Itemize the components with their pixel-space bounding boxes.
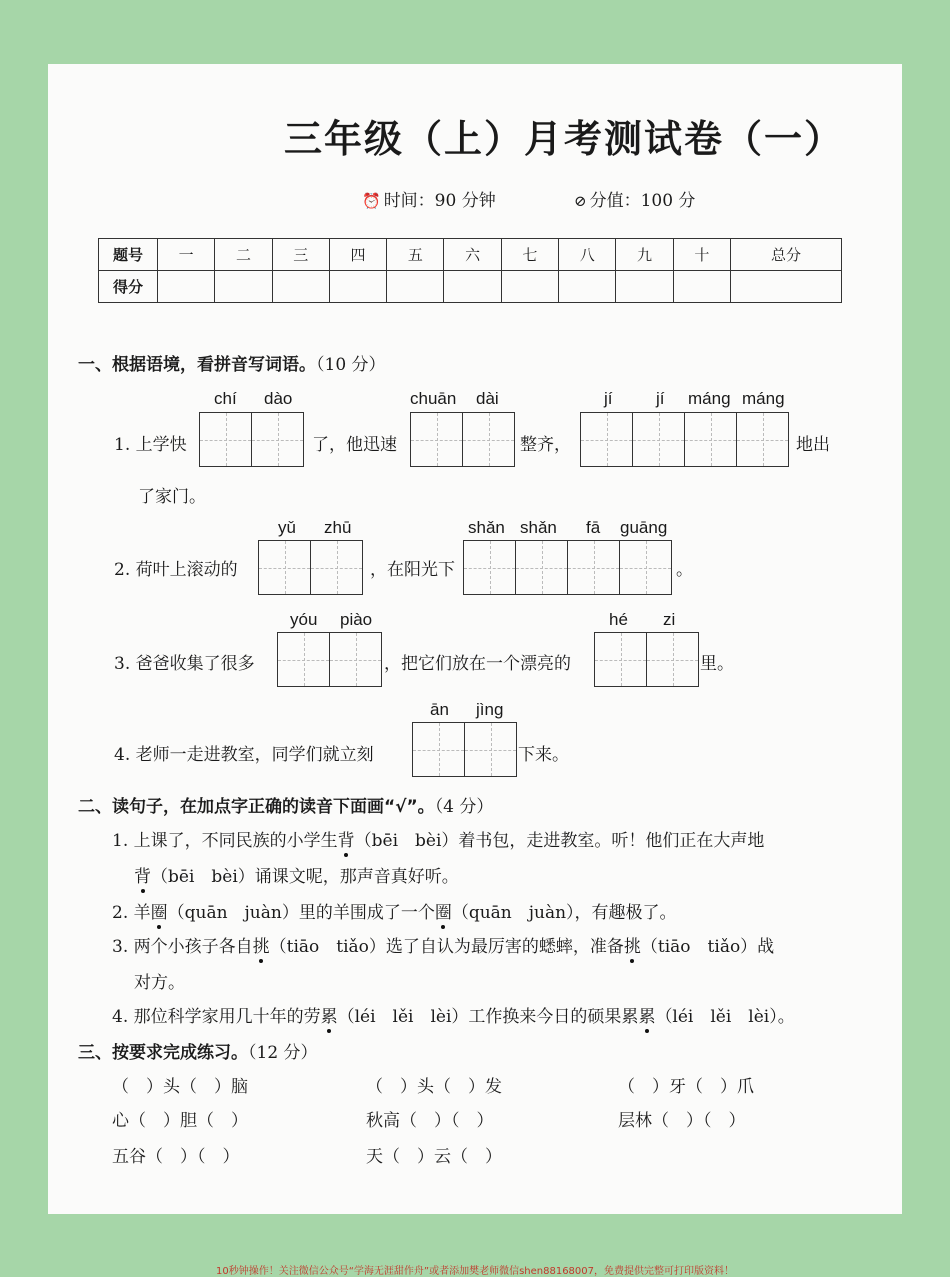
answer-grid[interactable] [199,412,304,467]
section1-heading: 一、根据语境，看拼音写词语。（10 分） [78,355,386,375]
pinyin: jìng [476,700,504,719]
pinyin: jí [656,389,665,408]
idiom-item: 层林（ ）（ ） [618,1111,746,1131]
answer-grid[interactable] [277,632,382,687]
score-cell[interactable] [673,271,730,303]
col-5: 五 [387,239,444,271]
pinyin: ān [430,700,449,719]
score-cell[interactable] [616,271,673,303]
col-9: 九 [616,239,673,271]
pinyin: dào [264,389,293,408]
check-circle-icon: ⊘ [574,192,587,210]
pinyin: máng [688,389,731,408]
score-table-header-row [99,239,842,271]
clock-icon: ⏰ [362,192,381,210]
col-4: 四 [329,239,386,271]
score-info: ⊘ 分值：100 分 [574,191,696,211]
pinyin: dài [476,389,499,408]
score-cell[interactable] [329,271,386,303]
question-1-4-text: 4. 老师一走进教室，同学们就立刻 [114,745,374,765]
score-cell[interactable] [215,271,272,303]
section3-heading: 三、按要求完成练习。（12 分） [78,1043,318,1063]
question-1-2-text: 2. 荷叶上滚动的 [114,560,238,580]
answer-grid[interactable] [258,540,363,595]
answer-grid[interactable] [580,412,789,467]
score-cell[interactable] [730,271,841,303]
page-title: 三年级（上）月考测试卷（一） [284,116,845,161]
pinyin: zhū [324,518,352,537]
col-7: 七 [501,239,558,271]
pinyin: jí [604,389,613,408]
score-cell[interactable] [444,271,501,303]
score-cell[interactable] [387,271,444,303]
pinyin: chuān [410,389,457,408]
idiom-item: 天（ ）云（ ） [366,1147,502,1167]
answer-grid[interactable] [410,412,515,467]
col-10: 十 [673,239,730,271]
idiom-item: 心（ ）胆（ ） [112,1111,248,1131]
question-number-label: 题号 [99,239,158,271]
col-6: 六 [444,239,501,271]
pinyin: zi [663,610,676,629]
question-2-1-line1: 1. 上课了，不同民族的小学生背（bēi bèi）着书包，走进教室。听！他们正在大声地 [112,826,764,851]
footer-banner: 10秒钟操作！关注微信公众号“学海无涯甜作舟”或者添加樊老师微信shen88168007，免费提供完整可打印版资料！ [215,1266,735,1277]
question-1-3-text: 3. 爸爸收集了很多 [114,654,255,674]
score-cell[interactable] [272,271,329,303]
col-3: 三 [272,239,329,271]
pinyin: chí [214,389,237,408]
idiom-item: （ ）头（ ）发 [366,1077,502,1097]
score-label: 得分 [99,271,158,303]
idiom-item: 五谷（ ）（ ） [112,1147,240,1167]
pinyin: yǔ [278,518,296,537]
score-table-score-row [99,271,842,303]
question-1-1-text: 1. 上学快 [114,435,187,455]
pinyin: fā [586,518,601,537]
answer-grid[interactable] [412,722,517,777]
question-2-1-line2: 背（bēi bèi）诵课文呢，那声音真好听。 [134,862,459,887]
pinyin: shǎn [520,518,557,537]
time-info: ⏰ 时间：90 分钟 [362,191,496,211]
pinyin: máng [742,389,785,408]
idiom-item: （ ）牙（ ）爪 [618,1077,754,1097]
col-total: 总分 [730,239,841,271]
col-8: 八 [559,239,616,271]
question-2-3-line1: 3. 两个小孩子各自挑（tiāo tiǎo）选了自认为最厉害的蟋蟀，准备挑（tiāo tiǎo）战 [112,932,774,957]
pinyin: piào [340,610,373,629]
question-2-4: 4. 那位科学家用几十年的劳累（léi lěi lèi）工作换来今日的硕果累累（léi lěi lèi）。 [112,1002,795,1027]
answer-grid[interactable] [594,632,699,687]
exam-paper: 三年级（上）月考测试卷（一） ⏰ 时间：90 分钟 ⊘ 分值：100 分 题号 一 二 三 四 五 六 七 八 九 十 总分 得分 一、根据语境，看拼音写词语。（10 分） chí dào chuān dài jí jí máng máng 1. 上学快 了，他迅速 整齐， 地出 了家门。 yǔ zhū shǎn shǎn fā guāng 2. 荷叶上滚动的 ，在阳光下 。 yóu piào hé zi 3. 爸爸收集了很多 ，把它们放在一个漂亮的 里。 ān jìng 4. 老师一走进教室，同学们就立刻 下来。 二、读句子，在加点字正确的读音下面画“√”。（4 分） 1. 上课了，不同民族的小学生背（bēi bèi）着书包，走进教室。听！他们正在大声地 背（bēi bèi）诵课文呢，那声音真好听。 2. 羊圈（quān juàn）里的羊围成了一个圈（quān juàn），有趣极了。 3. 两个小孩子各自挑（tiāo tiǎo）选了自认为最厉害的蟋蟀，准备挑（tiāo tiǎo）战 对方。 4. 那位科学家用几十年的劳累（léi lěi lèi）工作换来今日的硕果累累（léi lěi lèi）。 三、按要求完成练习。（12 分） （ ）头（ ）脑 （ ）头（ ）发 （ ）牙（ ）爪 心（ ）胆（ ） 秋高（ ）（ ） 层林（ ）（ ） 五谷（ ）（ ） 天（ ）云（ ） [48,64,902,1214]
pinyin: hé [609,610,628,629]
question-2-2: 2. 羊圈（quān juàn）里的羊围成了一个圈（quān juàn），有趣极了。 [112,898,677,923]
question-2-3-line2: 对方。 [134,973,185,993]
score-table [98,238,842,303]
col-2: 二 [215,239,272,271]
answer-grid[interactable] [463,540,672,595]
score-cell[interactable] [501,271,558,303]
pinyin: shǎn [468,518,505,537]
pinyin: guāng [620,518,668,537]
section2-heading: 二、读句子，在加点字正确的读音下面画“√”。（4 分） [78,797,494,817]
pinyin: yóu [290,610,318,629]
idiom-item: （ ）头（ ）脑 [112,1077,248,1097]
score-cell[interactable] [158,271,215,303]
idiom-item: 秋高（ ）（ ） [366,1111,494,1131]
score-cell[interactable] [559,271,616,303]
col-1: 一 [158,239,215,271]
